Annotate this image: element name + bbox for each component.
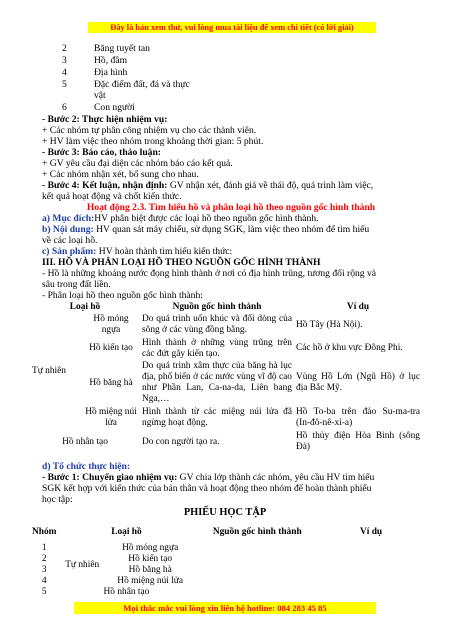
group-num: 5 bbox=[41, 587, 47, 597]
list-number: 6 bbox=[62, 102, 67, 113]
lake-example: Các hồ ở khu vực Đông Phi. bbox=[296, 343, 403, 353]
table-row bbox=[30, 587, 422, 598]
example-cell[interactable] bbox=[320, 587, 422, 598]
content-line2: về các loại hồ. bbox=[42, 235, 98, 246]
content-label: b) Nội dung: bbox=[42, 224, 94, 235]
step4-line2: kết quả hoạt động và chốt kiến thức. bbox=[42, 191, 182, 202]
lake-example: Vùng Hồ Lớn (Ngũ Hồ) ở lục địa Bắc Mỹ. bbox=[296, 372, 420, 393]
lake-type: Hồ băng hà bbox=[128, 565, 172, 575]
lake-type: Hồ kiến tạo bbox=[128, 554, 173, 564]
goal-label: a) Mục đích: bbox=[42, 213, 95, 224]
header-example: Ví dụ bbox=[346, 301, 370, 312]
list-item: Băng tuyết tan bbox=[94, 43, 150, 54]
origin-cell[interactable] bbox=[194, 576, 320, 587]
table-row bbox=[30, 337, 422, 360]
lake-origin: Hình thành ở những vùng trũng trên các đứt gãy kiến tạo. bbox=[142, 337, 292, 359]
org-step1-line3: học tập: bbox=[42, 494, 73, 505]
lake-type: Hồ miệng núi lửa bbox=[117, 576, 184, 586]
lake-type: Hồ miệng núi lửa bbox=[85, 407, 137, 428]
hotline-footer: Mọi thắc mắc vui lòng xin liên hệ hotline: 084 283 45 85 bbox=[74, 602, 376, 614]
group-natural: Tự nhiên bbox=[65, 559, 100, 570]
lake-type: Hồ nhân tạo bbox=[103, 587, 150, 597]
org-step1-line bbox=[42, 472, 420, 483]
list-item-continued: vật bbox=[94, 90, 106, 101]
list-item: Địa hình bbox=[94, 67, 128, 78]
origin-cell[interactable] bbox=[194, 565, 320, 576]
worksheet-table bbox=[30, 521, 422, 598]
lake-type: Hồ nhân tạo bbox=[62, 436, 108, 447]
lake-type: Hồ băng hà bbox=[89, 377, 133, 388]
step4-line bbox=[42, 180, 420, 191]
example-cell[interactable] bbox=[320, 543, 422, 554]
list-number: 3 bbox=[62, 55, 67, 66]
group-natural: Tự nhiên bbox=[32, 366, 66, 376]
origin-cell[interactable] bbox=[194, 543, 320, 554]
goal-text: HV phân biệt được các loại hồ theo nguồn gốc hình thành. bbox=[94, 213, 319, 224]
lake-origin: Do quá trình xâm thực của băng hà lục địa, phổ biến ở các nước vùng vĩ độ cao như Phần Lan, Ca-na-da, Liên bang Nga,… bbox=[142, 361, 292, 404]
section-line: - Phân loại hồ theo nguồn gốc hình thành: bbox=[42, 290, 203, 301]
example-cell[interactable] bbox=[320, 565, 422, 576]
lake-type: Hồ móng ngựa bbox=[93, 314, 129, 335]
lake-type: Hồ móng ngựa bbox=[122, 543, 179, 553]
section-title: III. HỒ VÀ PHÂN LOẠI HỒ THEO NGUỒN GỐC HÌNH THÀNH bbox=[42, 257, 321, 268]
product-label: c) Sản phẩm: bbox=[42, 246, 97, 257]
lake-example: Hồ Tây (Hà Nội). bbox=[296, 319, 363, 330]
table-row bbox=[30, 543, 422, 554]
step2-title: - Bước 2: Thực hiện nhiệm vụ: bbox=[42, 114, 168, 125]
content-line bbox=[42, 224, 420, 235]
preview-banner: Đây là bản xem thử, vui lòng mua tài liệu để xem chi tiết (có lời giải) bbox=[88, 22, 376, 33]
header-origin: Nguồn gốc hình thành bbox=[172, 301, 262, 312]
header-group-num: Nhóm bbox=[32, 526, 57, 537]
step4-title: - Bước 4: Kết luận, nhận định: bbox=[42, 180, 168, 191]
origin-cell[interactable] bbox=[194, 554, 320, 565]
list-number: 2 bbox=[62, 43, 67, 54]
section-line: sâu trong đất liền. bbox=[42, 279, 111, 290]
header-type: Loại hồ bbox=[111, 526, 142, 537]
goal-line bbox=[42, 213, 420, 224]
lake-example: Hồ To-ba trên đảo Su-ma-tra (In-đô-nê-xi-a) bbox=[296, 407, 420, 428]
lake-origin: Hình thành từ các miệng núi lửa đã ngừng hoạt động. bbox=[142, 407, 292, 428]
step2-line: + HV làm việc theo nhóm trong khoảng thời gian: 5 phút. bbox=[42, 136, 264, 147]
header-origin: Nguồn gốc hình thành bbox=[212, 526, 302, 537]
group-num: 2 bbox=[41, 554, 47, 564]
list-number: 4 bbox=[62, 67, 67, 78]
content-text: HV quan sát máy chiếu, sử dụng SGK, làm việc theo nhóm để tìm hiểu bbox=[93, 224, 370, 235]
lake-origin: Do quá trình uốn khúc và đổi dòng của sông ở các vùng đồng bằng. bbox=[142, 314, 292, 335]
table-row bbox=[30, 430, 422, 454]
step2-line: + Các nhóm tự phân công nhiệm vụ cho các thành viên. bbox=[42, 125, 257, 136]
worksheet-title: PHIẾU HỌC TẬP bbox=[183, 507, 267, 518]
org-step1-title: - Bước 1: Chuyển giao nhiệm vụ: bbox=[42, 472, 178, 483]
org-step1-text: GV chia lớp thành các nhóm, yêu cầu HV tìm hiểu bbox=[177, 472, 375, 483]
lake-type: Hồ kiến tạo bbox=[89, 343, 133, 353]
list-item: Đặc điểm đất, đá và thực bbox=[94, 79, 190, 90]
product-text: HV hoàn thành tìm hiểu kiến thức: bbox=[96, 246, 233, 257]
step4-text: GV nhận xét, đánh giá về thái độ, quá trình làm việc, bbox=[167, 180, 374, 191]
table-header-row bbox=[30, 521, 422, 543]
lake-example: Hồ thủy điện Hòa Bình (sông Đà) bbox=[296, 431, 420, 452]
example-cell[interactable] bbox=[320, 576, 422, 587]
table-row bbox=[30, 360, 422, 406]
group-num: 1 bbox=[41, 543, 47, 553]
list-item: Hồ, đầm bbox=[94, 55, 128, 66]
example-cell[interactable] bbox=[320, 554, 422, 565]
lake-classification-table bbox=[30, 301, 422, 454]
org-step1-line2: SGK kết hợp với kiến thức của bản thân và hoạt động theo nhóm để hoàn thành phiếu bbox=[42, 483, 372, 494]
origin-cell[interactable] bbox=[194, 587, 320, 598]
list-item: Con người bbox=[94, 102, 135, 113]
step3-title: - Bước 3: Báo cáo, thảo luận: bbox=[42, 147, 161, 158]
header-example: Ví dụ bbox=[359, 526, 383, 537]
list-number: 5 bbox=[62, 79, 67, 90]
group-num: 4 bbox=[41, 576, 47, 586]
lake-origin: Do con người tạo ra. bbox=[142, 436, 220, 447]
product-line bbox=[42, 246, 420, 257]
group-num: 3 bbox=[41, 565, 47, 575]
step3-line: + GV yêu cầu đại diện các nhóm báo cáo kết quả. bbox=[42, 158, 233, 169]
header-type: Loại hồ bbox=[69, 301, 101, 312]
activity-title: Hoạt động 2.3. Tìm hiểu hồ và phân loại hồ theo nguồn gốc hình thành bbox=[86, 202, 376, 213]
table-row bbox=[30, 406, 422, 430]
section-line: - Hồ là những khoảng nước đọng hình thành ở nơi có địa hình trũng, tương đối rộng và bbox=[42, 268, 377, 279]
table-header-row bbox=[30, 301, 422, 313]
step3-line: + Các nhóm nhận xét, bổ sung cho nhau. bbox=[42, 169, 199, 180]
org-label: d) Tổ chức thực hiện: bbox=[42, 461, 131, 472]
table-row bbox=[30, 313, 422, 337]
